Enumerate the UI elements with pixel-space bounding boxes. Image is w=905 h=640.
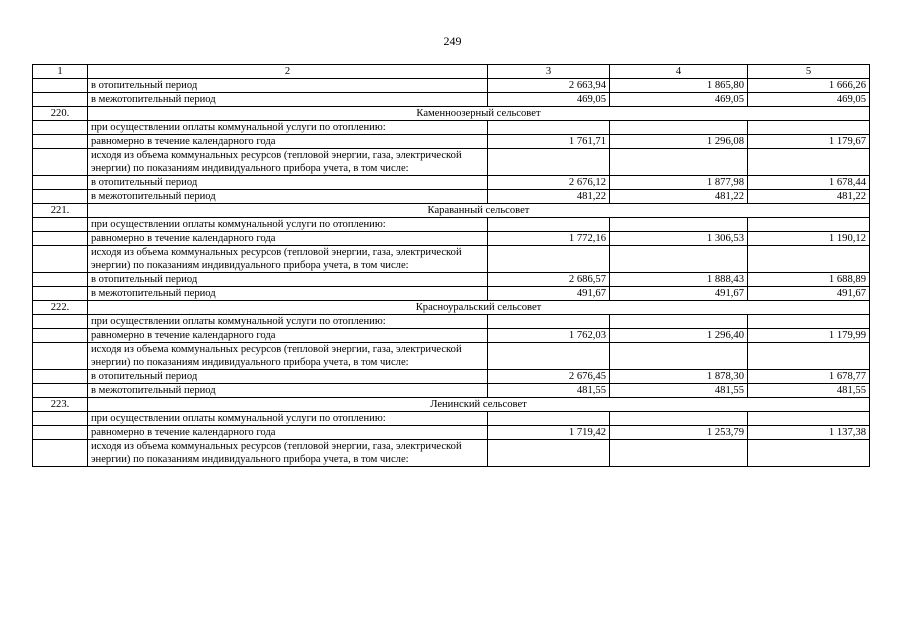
row-index-cell	[33, 79, 88, 93]
value-cell-c4	[610, 412, 748, 426]
value-cell-c3	[488, 315, 610, 329]
value-cell-c3	[488, 121, 610, 135]
value-cell-c4: 1 888,43	[610, 273, 748, 287]
value-cell-c3	[488, 412, 610, 426]
row-label: при осуществлении оплаты коммунальной услуги по отоплению:	[88, 412, 488, 426]
value-cell-c5: 481,22	[748, 190, 870, 204]
row-label: при осуществлении оплаты коммунальной услуги по отоплению:	[88, 218, 488, 232]
table-row	[33, 273, 870, 287]
header-col-4: 4	[610, 65, 748, 79]
value-cell-c4: 1 865,80	[610, 79, 748, 93]
row-label: исходя из объема коммунальных ресурсов (тепловой энергии, газа, электрической энергии) по показаниям индивидуального прибора учета, в том числе:	[88, 246, 488, 273]
header-col-5: 5	[748, 65, 870, 79]
row-label: в отопительный период	[88, 273, 488, 287]
header-col-2: 2	[88, 65, 488, 79]
table-row	[33, 412, 870, 426]
group-title: Ленинский сельсовет	[88, 398, 870, 412]
value-cell-c4: 1 878,30	[610, 370, 748, 384]
value-cell-c4: 1 296,08	[610, 135, 748, 149]
row-index-cell	[33, 176, 88, 190]
value-cell-c4	[610, 440, 748, 467]
table-row	[33, 190, 870, 204]
table-header-row	[33, 65, 870, 79]
tariff-table	[32, 64, 870, 467]
value-cell-c4: 1 877,98	[610, 176, 748, 190]
row-index-cell	[33, 384, 88, 398]
row-index-cell	[33, 121, 88, 135]
row-index-cell	[33, 440, 88, 467]
group-header-row	[33, 107, 870, 121]
table-row	[33, 176, 870, 190]
row-index-cell	[33, 246, 88, 273]
table-row	[33, 287, 870, 301]
row-index-cell	[33, 135, 88, 149]
page-number: 249	[443, 34, 462, 48]
row-label: в отопительный период	[88, 370, 488, 384]
group-title: Каменноозерный сельсовет	[88, 107, 870, 121]
group-index: 222.	[33, 301, 88, 315]
table-row	[33, 370, 870, 384]
table-row	[33, 149, 870, 176]
group-index: 221.	[33, 204, 88, 218]
value-cell-c3: 2 676,45	[488, 370, 610, 384]
value-cell-c3: 2 663,94	[488, 79, 610, 93]
table-row	[33, 93, 870, 107]
table-row	[33, 218, 870, 232]
value-cell-c5: 1 137,38	[748, 426, 870, 440]
value-cell-c4	[610, 218, 748, 232]
row-index-cell	[33, 149, 88, 176]
table-row	[33, 135, 870, 149]
row-label: в межотопительный период	[88, 93, 488, 107]
value-cell-c3	[488, 440, 610, 467]
value-cell-c5	[748, 218, 870, 232]
value-cell-c3	[488, 246, 610, 273]
value-cell-c4	[610, 315, 748, 329]
value-cell-c4: 469,05	[610, 93, 748, 107]
value-cell-c3: 1 762,03	[488, 329, 610, 343]
row-label: равномерно в течение календарного года	[88, 232, 488, 246]
value-cell-c5: 1 179,67	[748, 135, 870, 149]
value-cell-c4	[610, 121, 748, 135]
value-cell-c5	[748, 412, 870, 426]
value-cell-c4: 491,67	[610, 287, 748, 301]
row-label: при осуществлении оплаты коммунальной услуги по отоплению:	[88, 315, 488, 329]
value-cell-c4: 1 306,53	[610, 232, 748, 246]
header-col-1: 1	[33, 65, 88, 79]
value-cell-c5: 469,05	[748, 93, 870, 107]
row-label: равномерно в течение календарного года	[88, 426, 488, 440]
value-cell-c5	[748, 246, 870, 273]
row-index-cell	[33, 93, 88, 107]
row-index-cell	[33, 426, 88, 440]
row-index-cell	[33, 218, 88, 232]
value-cell-c5: 481,55	[748, 384, 870, 398]
value-cell-c3	[488, 149, 610, 176]
value-cell-c4: 1 296,40	[610, 329, 748, 343]
table-body	[33, 65, 870, 467]
group-index: 220.	[33, 107, 88, 121]
table-row	[33, 440, 870, 467]
value-cell-c5	[748, 315, 870, 329]
row-index-cell	[33, 329, 88, 343]
table-row	[33, 384, 870, 398]
table-row	[33, 315, 870, 329]
table-row	[33, 329, 870, 343]
row-label: исходя из объема коммунальных ресурсов (тепловой энергии, газа, электрической энергии) по показаниям индивидуального прибора учета, в том числе:	[88, 149, 488, 176]
value-cell-c4: 481,55	[610, 384, 748, 398]
group-title: Красноуральский сельсовет	[88, 301, 870, 315]
value-cell-c5	[748, 343, 870, 370]
value-cell-c4	[610, 343, 748, 370]
table-row	[33, 121, 870, 135]
row-label: исходя из объема коммунальных ресурсов (тепловой энергии, газа, электрической энергии) по показаниям индивидуального прибора учета, в том числе:	[88, 440, 488, 467]
row-index-cell	[33, 412, 88, 426]
group-title: Караванный сельсовет	[88, 204, 870, 218]
value-cell-c3	[488, 343, 610, 370]
row-label: в межотопительный период	[88, 190, 488, 204]
row-label: в межотопительный период	[88, 287, 488, 301]
row-label: при осуществлении оплаты коммунальной услуги по отоплению:	[88, 121, 488, 135]
value-cell-c5: 491,67	[748, 287, 870, 301]
value-cell-c3: 2 676,12	[488, 176, 610, 190]
row-label: в межотопительный период	[88, 384, 488, 398]
value-cell-c5	[748, 440, 870, 467]
row-label: равномерно в течение календарного года	[88, 135, 488, 149]
value-cell-c5	[748, 121, 870, 135]
row-index-cell	[33, 287, 88, 301]
row-label: равномерно в течение календарного года	[88, 329, 488, 343]
value-cell-c4: 481,22	[610, 190, 748, 204]
value-cell-c3: 1 719,42	[488, 426, 610, 440]
value-cell-c3: 1 772,16	[488, 232, 610, 246]
value-cell-c4	[610, 246, 748, 273]
value-cell-c3: 2 686,57	[488, 273, 610, 287]
value-cell-c3: 1 761,71	[488, 135, 610, 149]
value-cell-c3	[488, 218, 610, 232]
table-row	[33, 79, 870, 93]
value-cell-c5: 1 678,77	[748, 370, 870, 384]
header-col-3: 3	[488, 65, 610, 79]
row-index-cell	[33, 370, 88, 384]
row-index-cell	[33, 315, 88, 329]
table-row	[33, 426, 870, 440]
group-header-row	[33, 204, 870, 218]
value-cell-c4: 1 253,79	[610, 426, 748, 440]
value-cell-c3: 491,67	[488, 287, 610, 301]
value-cell-c5	[748, 149, 870, 176]
value-cell-c5: 1 179,99	[748, 329, 870, 343]
group-header-row	[33, 301, 870, 315]
row-index-cell	[33, 190, 88, 204]
value-cell-c5: 1 666,26	[748, 79, 870, 93]
row-index-cell	[33, 232, 88, 246]
value-cell-c5: 1 190,12	[748, 232, 870, 246]
table-row	[33, 246, 870, 273]
table-row	[33, 343, 870, 370]
row-label: в отопительный период	[88, 79, 488, 93]
value-cell-c3: 481,22	[488, 190, 610, 204]
table-row	[33, 232, 870, 246]
row-index-cell	[33, 343, 88, 370]
row-label: в отопительный период	[88, 176, 488, 190]
group-index: 223.	[33, 398, 88, 412]
value-cell-c5: 1 688,89	[748, 273, 870, 287]
row-label: исходя из объема коммунальных ресурсов (тепловой энергии, газа, электрической энергии) по показаниям индивидуального прибора учета, в том числе:	[88, 343, 488, 370]
value-cell-c4	[610, 149, 748, 176]
value-cell-c5: 1 678,44	[748, 176, 870, 190]
group-header-row	[33, 398, 870, 412]
value-cell-c3: 469,05	[488, 93, 610, 107]
row-index-cell	[33, 273, 88, 287]
value-cell-c3: 481,55	[488, 384, 610, 398]
